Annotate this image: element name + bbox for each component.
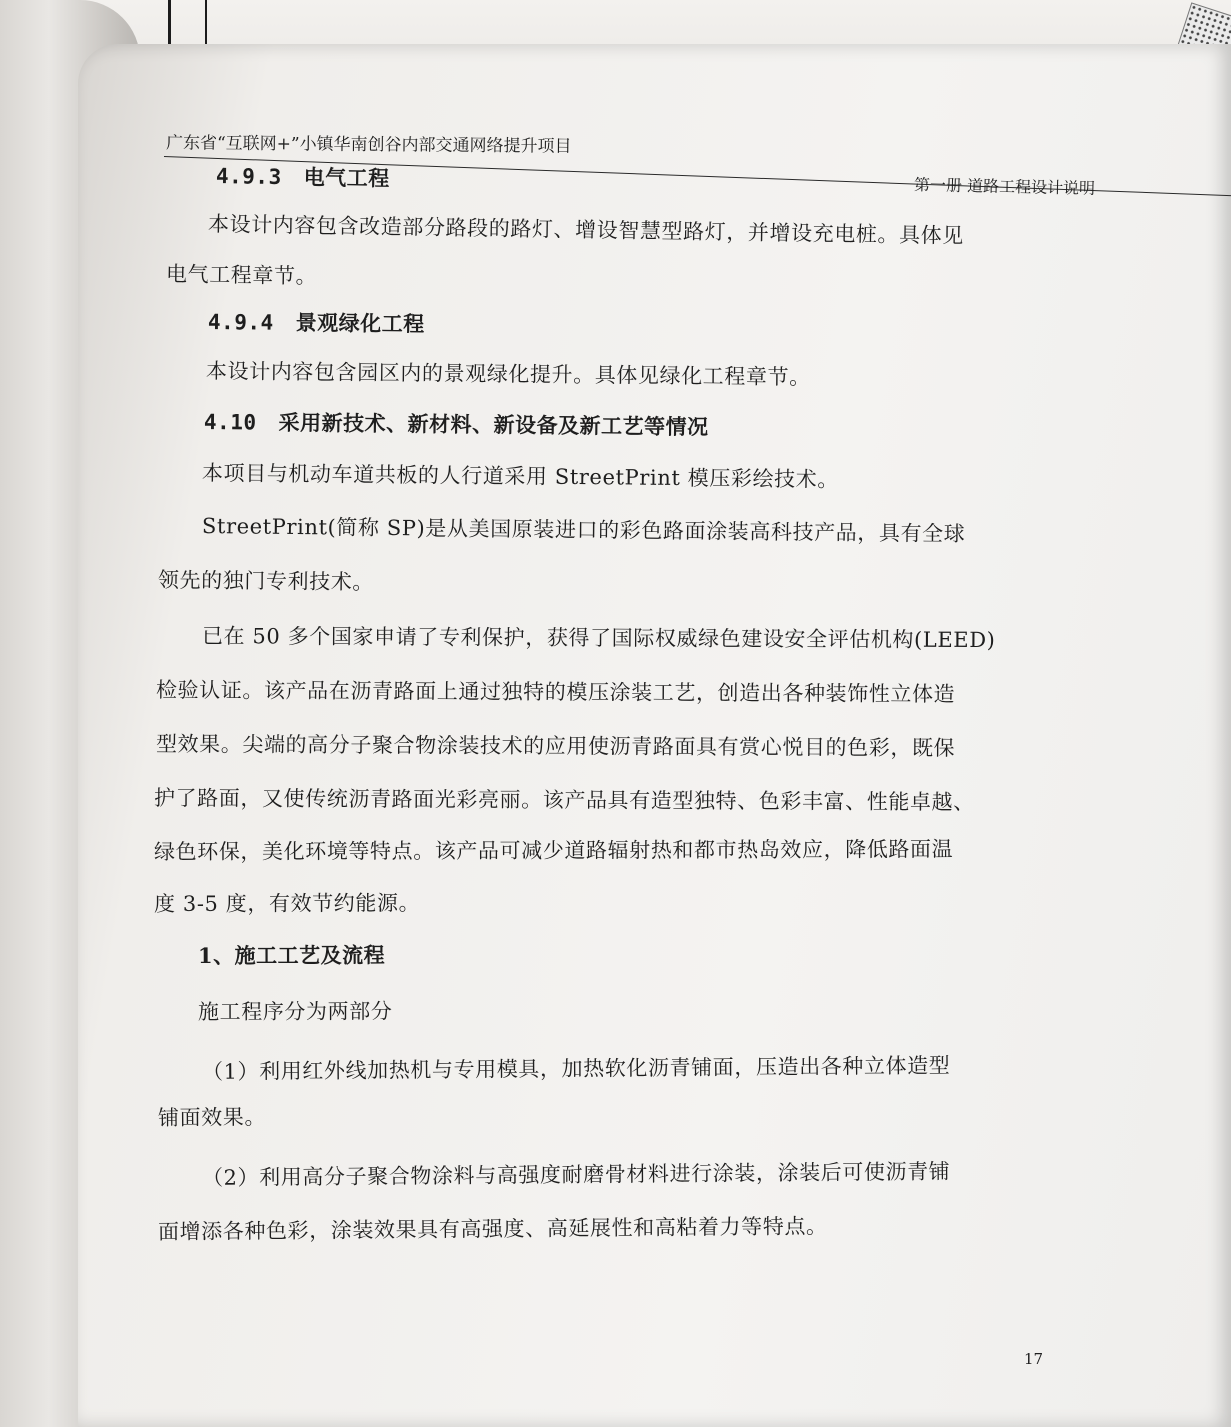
section-heading-4-10: [204, 406, 709, 441]
section-title: 景观绿化工程: [295, 309, 425, 337]
paragraph-line: 铺面效果。: [157, 1105, 267, 1130]
paragraph-line: 型效果。尖端的高分子聚合物涂装技术的应用使沥青路面具有赏心悦目的色彩，既保: [155, 732, 956, 761]
paragraph-line: 施工程序分为两部分: [197, 999, 393, 1024]
page-content: [78, 44, 1231, 1427]
section-heading-4-9-4: [208, 306, 425, 338]
section-number: 4.10: [203, 410, 257, 435]
paragraph-line: 已在 50 多个国家申请了专利保护，获得了国际权威绿色建设安全评估机构(LEED): [201, 624, 996, 653]
paragraph-line: 绿色环保，美化环境等特点。该产品可减少道路辐射热和都市热岛效应，降低路面温: [153, 837, 954, 864]
paragraph-line: StreetPrint(简称 SP)是从美国原装进口的彩色路面涂装高科技产品，具有全球: [201, 514, 966, 546]
header-volume-title: 第一册 道路工程设计说明: [913, 175, 1096, 198]
section-title: 电气工程: [303, 164, 390, 191]
paragraph-line: 本设计内容包含改造部分路段的路灯、增设智慧型路灯，并增设充电桩。具体见: [207, 212, 965, 248]
paragraph-line: 检验认证。该产品在沥青路面上通过独特的模压涂装工艺，创造出各种装饰性立体造: [155, 678, 956, 707]
paragraph-line: 电气工程章节。: [165, 262, 318, 289]
section-title: 采用新技术、新材料、新设备及新工艺等情况: [278, 409, 709, 440]
paragraph-line: 本设计内容包含园区内的景观绿化提升。具体见绿化工程章节。: [205, 359, 811, 390]
background-line: [205, 0, 207, 50]
subsection-heading: 1、施工工艺及流程: [197, 942, 386, 968]
section-number: 4.9.3: [215, 164, 282, 190]
paragraph-line: 领先的独门专利技术。: [157, 568, 375, 595]
section-number: 4.9.4: [207, 310, 274, 335]
document-page: [78, 44, 1231, 1427]
paragraph-line: 度 3-5 度，有效节约能源。: [153, 891, 421, 916]
paragraph-line: 面增添各种色彩，涂装效果具有高强度、高延展性和高粘着力等特点。: [157, 1214, 828, 1244]
section-heading-4-9-3: [216, 160, 390, 193]
page-number: 17: [1024, 1350, 1044, 1368]
header-project-title: 广东省“互联网+”小镇华南创谷内部交通网络提升项目: [165, 133, 572, 157]
paragraph-line: （2）利用高分子聚合物涂料与高强度耐磨骨材料进行涂装，涂装后可使沥青铺: [201, 1159, 951, 1190]
paragraph-line: 本项目与机动车道共板的人行道采用 StreetPrint 模压彩绘技术。: [201, 461, 840, 492]
paragraph-line: 护了路面，又使传统沥青路面光彩亮丽。该产品具有造型独特、色彩丰富、性能卓越、: [153, 786, 975, 815]
paragraph-line: （1）利用红外线加热机与专用模具，加热软化沥青铺面，压造出各种立体造型: [201, 1053, 951, 1084]
background-line: [168, 0, 171, 48]
